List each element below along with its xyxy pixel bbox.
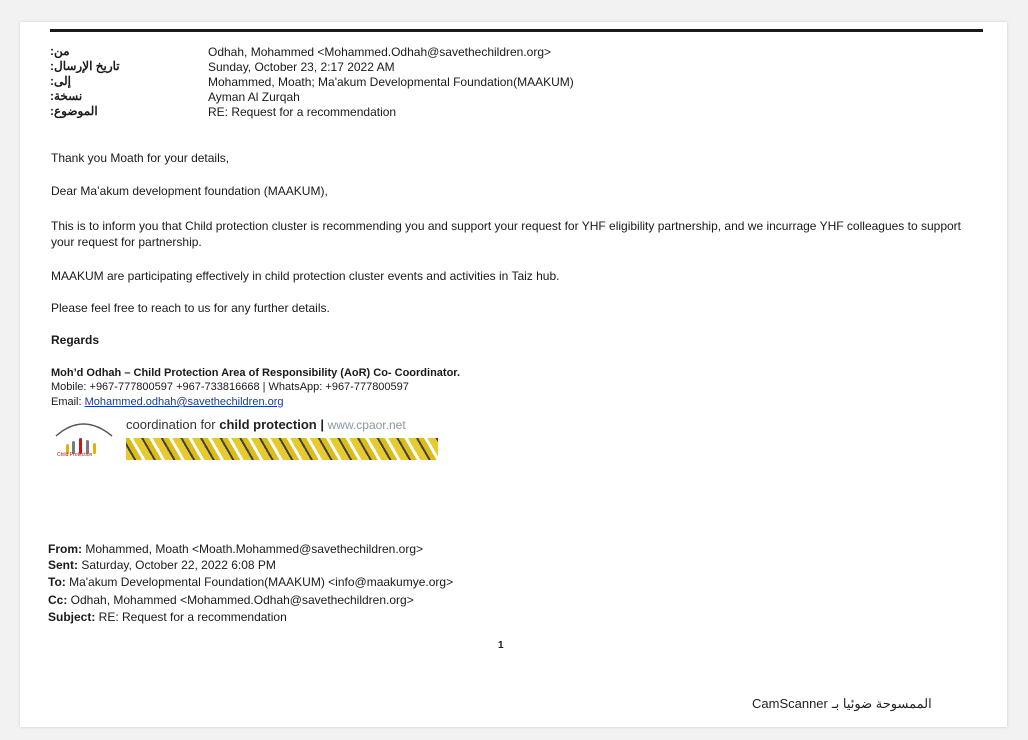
camscanner-brand: CamScanner	[752, 696, 828, 711]
body-greeting-thanks: Thank you Moath for your details,	[51, 151, 230, 165]
figure-icon-5	[93, 443, 96, 454]
header-label-to: إلى:	[50, 74, 71, 88]
scanned-page	[20, 22, 1007, 727]
body-salutation: Dear Ma’akum development foundation (MAAKUM),	[51, 184, 328, 198]
signature-name: Moh’d Odhah – Child Protection Area of Responsibility (AoR) Co- Coordinator.	[51, 367, 461, 379]
header-label-sent: تاريخ الإرسال:	[50, 59, 120, 73]
signature-email-line	[51, 395, 284, 410]
header-rule	[50, 29, 983, 32]
fwd-sent-value: Saturday, October 22, 2022 6:08 PM	[78, 558, 276, 572]
signature-mobile: Mobile: +967-777800597 +967-733816668 | WhatsApp: +967-777800597	[51, 381, 409, 393]
cpaor-logo	[52, 414, 462, 472]
header-sent-value: Sunday, October 23, 2:17 2022 AM	[208, 60, 395, 74]
tagline-url[interactable]: www.cpaor.net	[327, 418, 406, 432]
fwd-to	[48, 575, 453, 589]
child-protection-logo-icon	[52, 414, 114, 464]
page-number: 1	[498, 640, 504, 651]
signature-email-label: Email:	[51, 396, 85, 408]
signature-email-link[interactable]: Mohammed.odhah@savethechildren.org	[84, 396, 284, 408]
logo-caption: Child Protection	[57, 452, 93, 458]
fwd-cc-label: Cc:	[48, 593, 68, 607]
camscanner-watermark	[752, 696, 932, 712]
body-regards: Regards	[51, 333, 100, 347]
logo-tagline	[126, 417, 406, 432]
header-from-value: Odhah, Mohammed <Mohammed.Odhah@savethechildren.org>	[208, 45, 552, 59]
fwd-to-value: Ma'akum Developmental Foundation(MAAKUM) <info@maakumye.org>	[65, 575, 454, 589]
tagline-part-b: child protection	[219, 417, 317, 432]
decorative-pattern-strip	[126, 438, 438, 460]
header-label-cc: نسخة:	[50, 89, 83, 103]
fwd-from	[48, 542, 423, 556]
header-label-subject: الموضوع:	[50, 104, 98, 118]
header-to-value: Mohammed, Moath; Ma'akum Developmental Foundation(MAAKUM)	[208, 75, 574, 89]
camscanner-arabic: الممسوحة ضوئيا بـ	[831, 696, 932, 711]
fwd-from-label: From:	[48, 542, 82, 556]
fwd-to-label: To:	[48, 575, 66, 589]
header-label-from: من:	[50, 44, 70, 58]
fwd-sent-label: Sent:	[48, 558, 78, 572]
fwd-cc	[48, 593, 414, 607]
fwd-sent	[48, 558, 276, 572]
fwd-subject-value: RE: Request for a recommendation	[95, 610, 287, 624]
body-closing: Please feel free to reach to us for any further details.	[51, 301, 330, 315]
fwd-from-value: Mohammed, Moath <Moath.Mohammed@savethechildren.org>	[82, 542, 424, 556]
tagline-part-a: coordination for	[126, 417, 220, 432]
tagline-separator: |	[316, 417, 328, 432]
body-recommendation: This is to inform you that Child protection cluster is recommending you and support your request for YHF eligibility partnership, and we incurrage YHF colleagues to support your request for partnership.	[51, 219, 962, 249]
body-participation: MAAKUM are participating effectively in child protection cluster events and activities in Taiz hub.	[51, 269, 560, 283]
fwd-subject-label: Subject:	[48, 610, 96, 624]
fwd-subject	[48, 610, 287, 624]
fwd-cc-value: Odhah, Mohammed <Mohammed.Odhah@savethechildren.org>	[67, 593, 414, 607]
header-subject-value: RE: Request for a recommendation	[208, 105, 397, 119]
header-cc-value: Ayman Al Zurqah	[208, 90, 300, 104]
